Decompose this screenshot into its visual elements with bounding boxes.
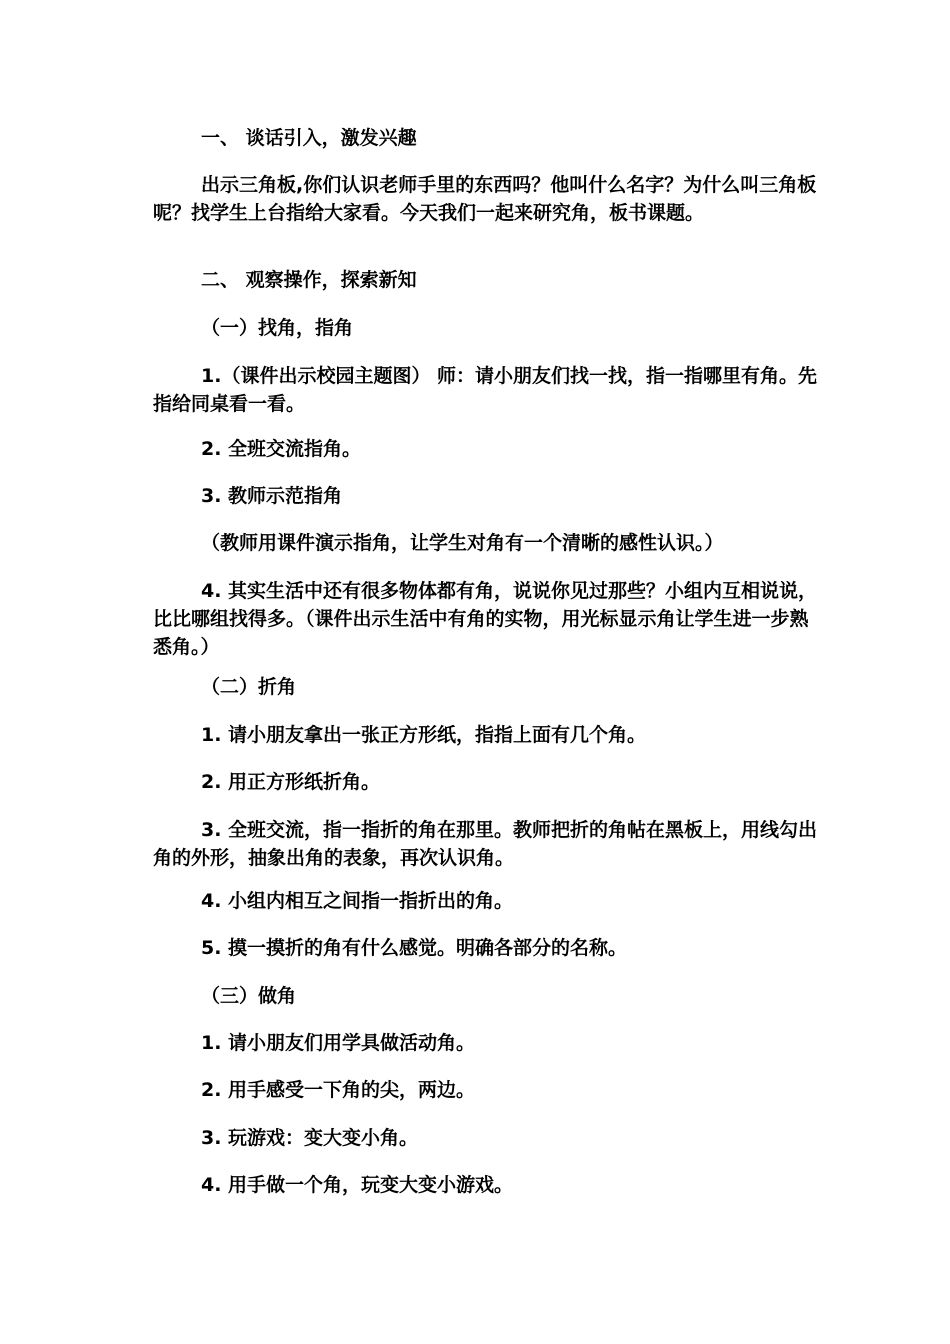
paragraph-note: （教师用课件演示指角，让学生对角有一个清晰的感性认识。） (201, 532, 724, 554)
list-item-fold-3: 3. 全班交流，指一指折的角在那里。教师把折的角帖在黑板上，用线勾出角的外形，抽象出角的表象，再次认识角。 (153, 819, 818, 869)
list-item-fold-2: 2. 用正方形纸折角。 (201, 771, 381, 793)
subsection-heading-1: （一）找角，指角 (201, 317, 354, 339)
list-item-make-4: 4. 用手做一个角，玩变大变小游戏。 (201, 1174, 514, 1196)
section-heading-2: 二、 观察操作，探索新知 (201, 269, 417, 291)
paragraph-intro: 出示三角板,你们认识老师手里的东西吗？他叫什么名字？为什么叫三角板呢？找学生上台指给大家看。今天我们一起来研究角，板书课题。 (153, 174, 817, 224)
list-item-make-3: 3. 玩游戏：变大变小角。 (201, 1127, 419, 1149)
section-heading-1: 一、 谈话引入，激发兴趣 (201, 127, 417, 149)
list-item-find-3: 3. 教师示范指角 (201, 485, 343, 507)
list-item-fold-1: 1. 请小朋友拿出一张正方形纸，指指上面有几个角。 (201, 724, 647, 746)
list-item-make-2: 2. 用手感受一下角的尖，两边。 (201, 1079, 476, 1101)
list-item-fold-4: 4. 小组内相互之间指一指折出的角。 (201, 890, 514, 912)
list-item-make-1: 1. 请小朋友们用学具做活动角。 (201, 1032, 476, 1054)
list-item-find-1: 1.（课件出示校园主题图） 师：请小朋友们找一找，指一指哪里有角。先指给同桌看一看。 (153, 365, 818, 415)
list-item-find-2: 2. 全班交流指角。 (201, 438, 362, 460)
subsection-heading-2: （二）折角 (201, 676, 297, 698)
list-item-find-4: 4. 其实生活中还有很多物体都有角，说说你见过那些？小组内互相说说，比比哪组找得多。（课件出示生活中有角的实物，用光标显示角让学生进一步熟悉角。） (153, 580, 818, 658)
list-item-fold-5: 5. 摸一摸折的角有什么感觉。明确各部分的名称。 (201, 937, 628, 959)
subsection-heading-3: （三）做角 (201, 985, 297, 1007)
